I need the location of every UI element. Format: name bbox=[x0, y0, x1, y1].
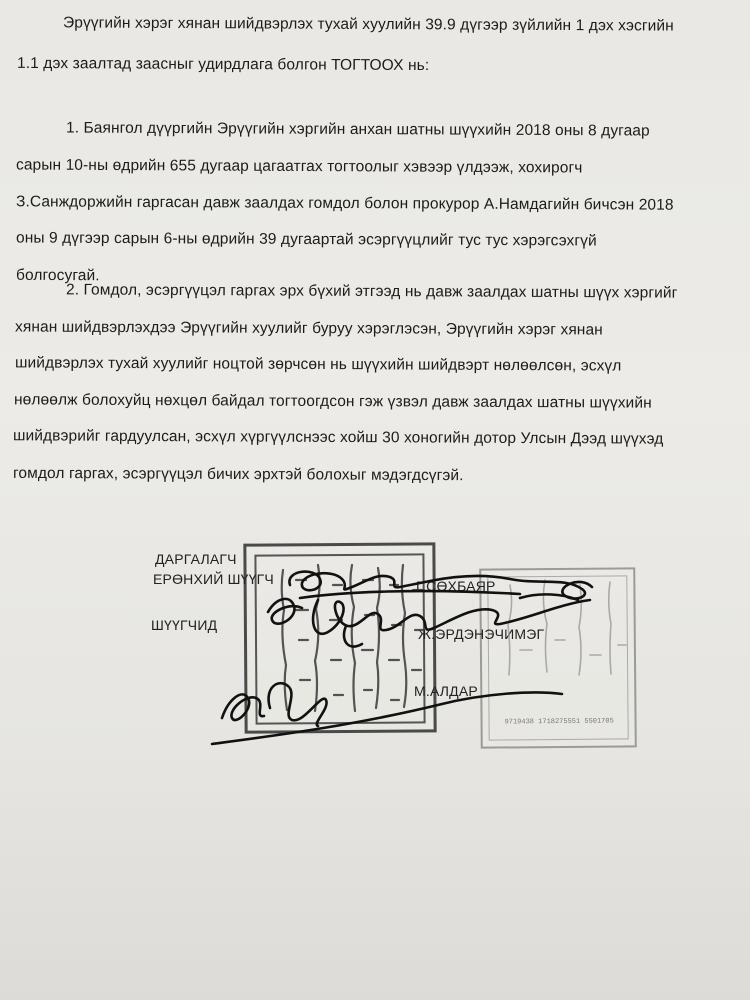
item-2-line-4: нөлөөлж болохуйц нөхцөл байдал тогтоогдсон гэж үзвэл давж заалдах шатны шүүхийн bbox=[13, 391, 652, 412]
judges-label: ШҮҮГЧИД bbox=[151, 617, 218, 633]
item-1-line-5: болгосугай. bbox=[15, 266, 100, 285]
item-2-line-1: 2. Гомдол, эсэргүүцэл гаргах эрх бүхий этгээд нь давж заалдах шатны шүүх хэргийг bbox=[65, 281, 678, 302]
item-1-line-2: сарын 10-ны өдрийн 655 дугаар цагаатгах тогтоолыг хэвээр үлдээж, хохирогч bbox=[15, 156, 583, 177]
judge-1-name: Ж.ЭРДЭНЭЧИМЭГ bbox=[418, 626, 545, 642]
intro-line-2: 1.1 дэх заалтад заасныг удирдлага болгон ТОГТООХ нь: bbox=[16, 54, 430, 75]
presiding-label: ДАРГАЛАГЧ bbox=[155, 551, 237, 567]
intro-line-1: Эрүүгийн хэрэг хянан шийдвэрлэх тухай хуулийн 39.9 дүгээр зүйлийн 1 дэх хэсгийн bbox=[62, 14, 674, 35]
item-2-line-6: гомдол гаргах, эсэргүүцэл бичих эрхтэй болохыг мэдэгдсүгэй. bbox=[12, 464, 464, 485]
presiding-judge-name: Г.СӨХБАЯР bbox=[416, 578, 496, 594]
item-1-line-3: З.Санждоржийн гаргасан давж заалдах гомдол болон прокурор А.Намдагийн бичсэн 2018 bbox=[15, 193, 674, 214]
judge-2-name: М.АЛДАР bbox=[414, 683, 478, 699]
seal-numbers: 9719438 1718275551 5501705 bbox=[504, 717, 614, 727]
item-2-line-5: шийдвэрийг гардуулсан, эсхүл хүргүүлснээс хойш 30 хоногийн дотор Улсын Дээд шүүхэд bbox=[12, 427, 664, 448]
chief-judge-label: ЕРӨНХИЙ ШҮҮГЧ bbox=[153, 571, 274, 587]
item-2-line-3: шийдвэрлэх тухай хуулийг ноцтой зөрчсөн нь шүүхийн шийдвэрт нөлөөлсөн, эсхүл bbox=[14, 354, 622, 375]
item-1-line-1: 1. Баянгол дүүргийн Эрүүгийн хэргийн анхан шатны шүүхийн 2018 оны 8 дугаар bbox=[65, 119, 650, 140]
item-2-line-2: хянан шийдвэрлэхдээ Эрүүгийн хуулийг буруу хэрэглэсэн, Эрүүгийн хэрэг хянан bbox=[14, 318, 603, 339]
item-1-line-4: оны 9 дүгээр сарын 6-ны өдрийн 39 дугаартай эсэргүүцлийг тус тус хэрэгсэхгүй bbox=[15, 229, 597, 250]
